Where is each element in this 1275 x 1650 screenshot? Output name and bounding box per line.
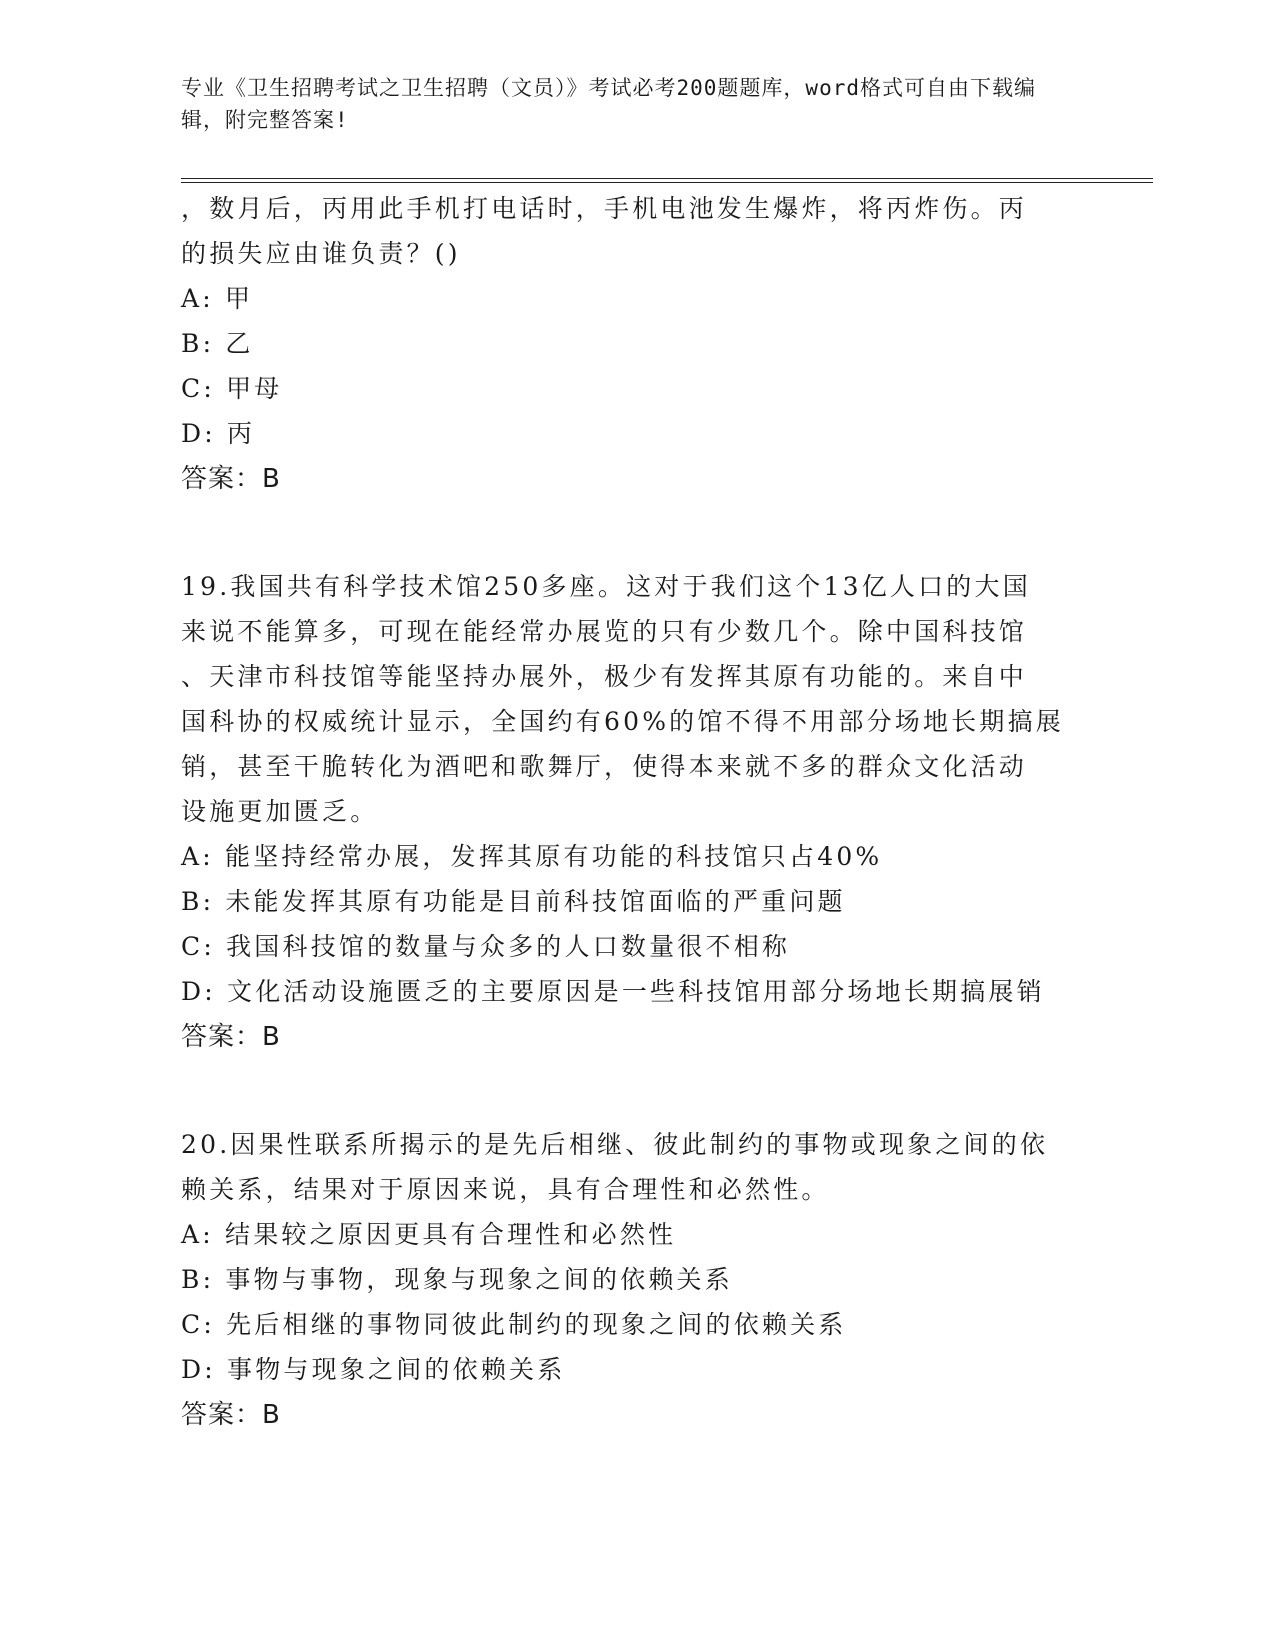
question-stem-line: 来说不能算多，可现在能经常办展览的只有少数几个。除中国科技馆 [181, 617, 1028, 646]
answer-line: 答案：B [181, 1022, 281, 1052]
answer-line: 答案：B [181, 1400, 281, 1430]
option-d: D: 事物与现象之间的依赖关系 [181, 1355, 566, 1384]
question-stem-line: 20.因果性联系所揭示的是先后相继、彼此制约的事物或现象之间的依 [181, 1130, 1049, 1159]
question-stem-line: 国科协的权威统计显示，全国约有60%的馆不得不用部分场地长期搞展 [181, 707, 1064, 736]
option-c: C: 我国科技馆的数量与众多的人口数量很不相称 [181, 932, 791, 961]
question-stem-line: 19.我国共有科学技术馆250多座。这对于我们这个13亿人口的大国 [181, 572, 1031, 601]
option-a: A: 能坚持经常办展，发挥其原有功能的科技馆只占40% [181, 842, 883, 871]
question-stem-line: ，数月后，丙用此手机打电话时，手机电池发生爆炸，将丙炸伤。丙 [181, 194, 1028, 223]
option-b: B: 未能发挥其原有功能是目前科技馆面临的严重问题 [181, 887, 846, 916]
option-a: A: 结果较之原因更具有合理性和必然性 [181, 1220, 677, 1249]
option-b: B: 事物与事物，现象与现象之间的依赖关系 [181, 1265, 733, 1294]
question-stem-line: 销，甚至干脆转化为酒吧和歌舞厅，使得本来就不多的群众文化活动 [181, 752, 1028, 781]
header-divider [181, 178, 1153, 183]
question-stem-line: 赖关系，结果对于原因来说，具有合理性和必然性。 [181, 1175, 830, 1204]
option-d: D: 文化活动设施匮乏的主要原因是一些科技馆用部分场地长期搞展销 [181, 977, 1045, 1006]
option-c: C: 甲母 [181, 374, 283, 403]
option-c: C: 先后相继的事物同彼此制约的现象之间的依赖关系 [181, 1310, 847, 1339]
question-stem-line: 的损失应由谁负责？() [181, 239, 461, 268]
document-header: 专业《卫生招聘考试之卫生招聘（文员）》考试必考200题题库，word格式可自由下载编辑，附完整答案! [181, 76, 1036, 132]
option-a: A: 甲 [181, 284, 254, 313]
question-list [181, 186, 1181, 1438]
question-block [181, 1122, 1181, 1438]
question-block [181, 564, 1181, 1060]
question-block [181, 186, 1181, 502]
answer-line: 答案：B [181, 464, 281, 494]
option-b: B: 乙 [181, 329, 254, 358]
question-stem-line: 设施更加匮乏。 [181, 797, 379, 826]
question-stem-line: 、天津市科技馆等能坚持办展外，极少有发挥其原有功能的。来自中 [181, 662, 1028, 691]
option-d: D: 丙 [181, 419, 256, 448]
